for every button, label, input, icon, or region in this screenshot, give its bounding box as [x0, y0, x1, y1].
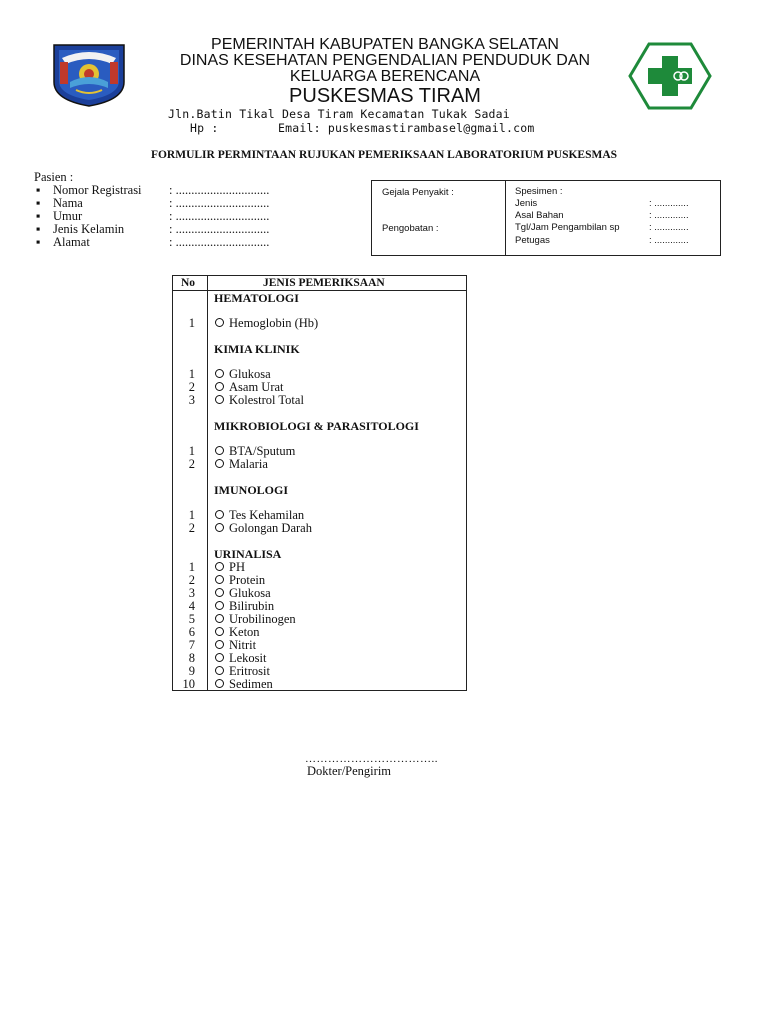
- spesimen-petugas-label: Petugas: [515, 235, 550, 246]
- radio-circle-icon[interactable]: [215, 653, 224, 662]
- spesimen-jenis-value[interactable]: : .............: [649, 198, 689, 209]
- radio-circle-icon[interactable]: [215, 575, 224, 584]
- bullet-icon: ▪: [36, 209, 41, 223]
- spesimen-jenis-label: Jenis: [515, 198, 538, 209]
- section-hematologi: HEMATOLOGI: [214, 291, 299, 305]
- table-row[interactable]: 8 Lekosit: [188, 651, 267, 665]
- header-title: PUSKESMAS TIRAM: [289, 85, 481, 107]
- radio-circle-icon[interactable]: [215, 395, 224, 404]
- section-kimia-klinik: KIMIA KLINIK: [214, 342, 300, 356]
- spesimen-tgl-value[interactable]: : .............: [649, 222, 689, 233]
- table-row[interactable]: 1 Glukosa: [188, 367, 271, 381]
- regency-emblem-icon: [50, 42, 128, 108]
- table-row[interactable]: 2 Golongan Darah: [188, 521, 312, 535]
- radio-circle-icon[interactable]: [215, 318, 224, 327]
- header-address: Jln.Batin Tikal Desa Tiram Kecamatan Tukak Sadai: [168, 107, 510, 121]
- radio-circle-icon[interactable]: [215, 601, 224, 610]
- header-line-2: DINAS KESEHATAN PENGENDALIAN PENDUDUK DAN: [179, 52, 591, 69]
- table-row[interactable]: 2 Asam Urat: [188, 380, 284, 394]
- spesimen-petugas-value[interactable]: : .............: [649, 235, 689, 246]
- radio-circle-icon[interactable]: [215, 666, 224, 675]
- table-row[interactable]: 4 Bilirubin: [188, 599, 275, 613]
- specimen-box-divider: [505, 181, 506, 255]
- gejala-label: Gejala Penyakit :: [382, 187, 454, 198]
- radio-circle-icon[interactable]: [215, 459, 224, 468]
- radio-circle-icon[interactable]: [215, 562, 224, 571]
- col-header-jenis: JENIS PEMERIKSAAN: [263, 277, 385, 289]
- signature-label: Dokter/Pengirim: [307, 764, 392, 778]
- spesimen-asal-label: Asal Bahan: [515, 210, 564, 221]
- spesimen-tgl-label: Tgl/Jam Pengambilan sp: [515, 222, 620, 233]
- bullet-icon: ▪: [36, 222, 41, 236]
- header-email: Email: puskesmastirambasel@gmail.com: [278, 121, 535, 135]
- header-hp: Hp :: [190, 121, 219, 135]
- radio-circle-icon[interactable]: [215, 523, 224, 532]
- radio-circle-icon[interactable]: [215, 588, 224, 597]
- spesimen-label: Spesimen :: [515, 186, 563, 197]
- puskesmas-cross-icon: [628, 42, 712, 110]
- table-row[interactable]: 2 Malaria: [188, 457, 268, 471]
- table-row[interactable]: 5 Urobilinogen: [188, 612, 296, 626]
- table-row[interactable]: 1 BTA/Sputum: [188, 444, 296, 458]
- table-row[interactable]: 1 PH: [188, 560, 245, 574]
- form-title: FORMULIR PERMINTAAN RUJUKAN PEMERIKSAAN LABORATORIUM PUSKESMAS: [150, 149, 618, 161]
- col-header-no: No: [181, 277, 196, 289]
- header-line-1: PEMERINTAH KABUPATEN BANGKA SELATAN: [211, 36, 559, 53]
- table-row[interactable]: 1 Tes Kehamilan: [188, 508, 305, 522]
- bullet-icon: ▪: [36, 235, 41, 249]
- radio-circle-icon[interactable]: [215, 640, 224, 649]
- table-row[interactable]: 9 Eritrosit: [188, 664, 270, 678]
- section-mikrobiologi: MIKROBIOLOGI & PARASITOLOGI: [214, 419, 419, 433]
- section-urinalisa: URINALISA: [214, 547, 282, 561]
- spesimen-asal-value[interactable]: : .............: [649, 210, 689, 221]
- table-row[interactable]: 3 Kolestrol Total: [188, 393, 304, 407]
- table-row[interactable]: 2 Protein: [188, 573, 266, 587]
- radio-circle-icon[interactable]: [215, 369, 224, 378]
- bullet-icon: ▪: [36, 183, 41, 197]
- table-row[interactable]: 1 Hemoglobin (Hb): [188, 316, 319, 330]
- radio-circle-icon[interactable]: [215, 446, 224, 455]
- table-row[interactable]: 6 Keton: [188, 625, 260, 639]
- table-row[interactable]: 10 Sedimen: [182, 677, 273, 691]
- pengobatan-label: Pengobatan :: [382, 223, 439, 234]
- section-imunologi: IMUNOLOGI: [214, 483, 289, 497]
- bullet-icon: ▪: [36, 196, 41, 210]
- signature-line[interactable]: ……………………………..: [305, 753, 438, 765]
- header-line-3: KELUARGA BERENCANA: [289, 68, 481, 85]
- radio-circle-icon[interactable]: [215, 614, 224, 623]
- table-row[interactable]: 7 Nitrit: [188, 638, 257, 652]
- specimen-box: [371, 180, 721, 256]
- radio-circle-icon[interactable]: [215, 627, 224, 636]
- radio-circle-icon[interactable]: [215, 382, 224, 391]
- radio-circle-icon[interactable]: [215, 510, 224, 519]
- table-row[interactable]: 3 Glukosa: [188, 586, 271, 600]
- radio-circle-icon[interactable]: [215, 679, 224, 688]
- exam-table: [172, 275, 467, 691]
